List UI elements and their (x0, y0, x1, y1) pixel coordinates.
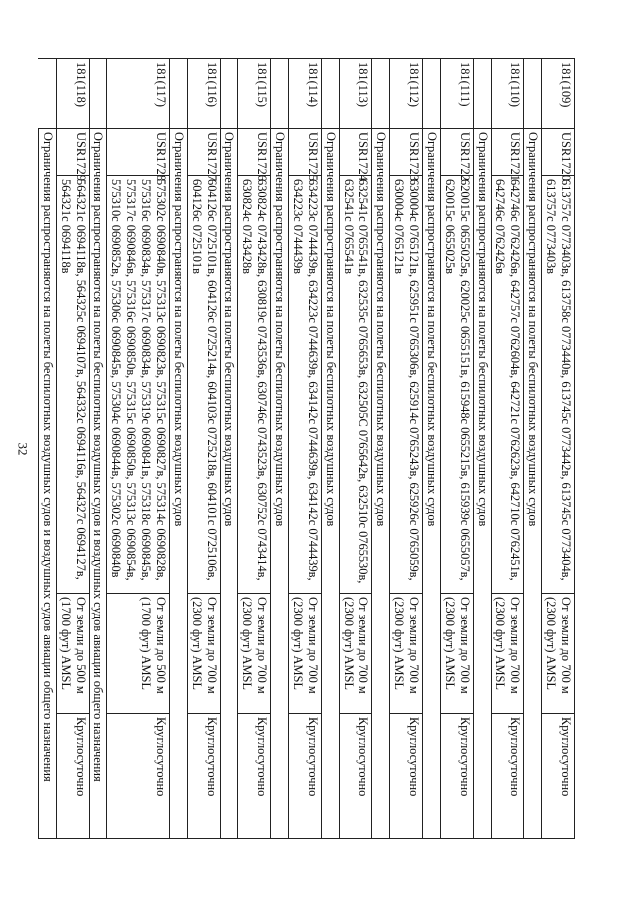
table-row (56, 59, 89, 839)
altitude-cell: От земли до 500 м (1700 фут) AMSL (107, 594, 170, 714)
restriction-spacer (524, 59, 542, 129)
operating-time-cell: Круглосуточно (441, 714, 474, 839)
coordinates-cell: 613757с 0773403в, 613758с 0773440в, 613745с 0773442в, 613745с 0773404в, 613757с 0773403в (542, 176, 575, 594)
restriction-note: Ограничения распространяются на полеты беспилотных воздушных судов (321, 129, 339, 839)
zone-code-cell: USR1723 (390, 129, 423, 176)
operating-time-cell: Круглосуточно (56, 714, 89, 839)
coordinates-cell: 630824с 0743428в, 630819с 0743536в, 630746с 0743523в, 630752с 0743414в, 630824с 0743428в (238, 176, 271, 594)
zone-code-cell: USR1729 (56, 129, 89, 176)
restriction-spacer (39, 59, 57, 129)
coordinates-cell: 604126с 0725101в, 604126с 0725214в, 604103с 0725218в, 604101с 0725106в, 604126с 0725101в (187, 176, 220, 594)
zone-number-cell: 181(113) (339, 59, 372, 129)
rotated-page (40, 58, 575, 838)
restriction-row (39, 59, 57, 839)
table-row (491, 59, 524, 839)
zone-number-cell: 181(117) (107, 59, 170, 129)
table-row (390, 59, 423, 839)
zone-code-cell: USR1724 (339, 129, 372, 176)
zone-number-cell: 181(110) (491, 59, 524, 129)
altitude-cell: От земли до 700 м (2300 фут) AMSL (390, 594, 423, 714)
coordinates-cell: 630004с 0765121в, 625951с 0765306в, 625914с 0765243в, 625926с 0765059в, 630004с 0765121в (390, 176, 423, 594)
restriction-row (170, 59, 188, 839)
restriction-note: Ограничения распространяются на полеты беспилотных воздушных судов (220, 129, 238, 839)
table-body (39, 59, 575, 839)
zone-code-cell: USR1725 (289, 129, 322, 176)
restriction-spacer (170, 59, 188, 129)
zone-code-cell: USR1721 (491, 129, 524, 176)
restriction-row (271, 59, 289, 839)
coordinates-cell: 620015с 0655025в, 620025с 0655151в, 615948с 0655215в, 615939с 0655057в, 620015с 0655025в (441, 176, 474, 594)
restriction-spacer (271, 59, 289, 129)
table-row (542, 59, 575, 839)
altitude-cell: От земли до 700 м (2300 фут) AMSL (491, 594, 524, 714)
operating-time-cell: Круглосуточно (289, 714, 322, 839)
zone-code-cell: USR1722 (441, 129, 474, 176)
restriction-note: Ограничения распространяются на полеты беспилотных воздушных судов (170, 129, 188, 839)
zone-number-cell: 181(114) (289, 59, 322, 129)
zone-code-cell: USR1726 (238, 129, 271, 176)
restriction-spacer (473, 59, 491, 129)
table-row (441, 59, 474, 839)
zone-code-cell: USR1727 (187, 129, 220, 176)
zone-code-cell: USR1720 (542, 129, 575, 176)
altitude-cell: От земли до 700 м (2300 фут) AMSL (289, 594, 322, 714)
operating-time-cell: Круглосуточно (187, 714, 220, 839)
restriction-note: Ограничения распространяются на полеты беспилотных воздушных судов (524, 129, 542, 839)
restriction-note: Ограничения распространяются на полеты беспилотных воздушных судов и воздушных судов авиации общего назначения (39, 129, 57, 839)
restriction-note: Ограничения распространяются на полеты беспилотных воздушных судов (423, 129, 441, 839)
altitude-cell: От земли до 700 м (2300 фут) AMSL (238, 594, 271, 714)
restriction-row (524, 59, 542, 839)
restriction-spacer (220, 59, 238, 129)
restriction-note: Ограничения распространяются на полеты беспилотных воздушных судов (372, 129, 390, 839)
table-row (339, 59, 372, 839)
altitude-cell: От земли до 700 м (2300 фут) AMSL (187, 594, 220, 714)
zone-number-cell: 181(118) (56, 59, 89, 129)
restriction-row (423, 59, 441, 839)
restriction-row (321, 59, 339, 839)
altitude-cell: От земли до 700 м (2300 фут) AMSL (339, 594, 372, 714)
restriction-spacer (89, 59, 107, 129)
zone-number-cell: 181(109) (542, 59, 575, 129)
zone-number-cell: 181(115) (238, 59, 271, 129)
altitude-cell: От земли до 700 м (2300 фут) AMSL (441, 594, 474, 714)
zone-number-cell: 181(112) (390, 59, 423, 129)
restriction-spacer (372, 59, 390, 129)
restriction-row (89, 59, 107, 839)
coordinates-cell: 634223с 0744439в, 634223с 0744639в, 634142с 0744639в, 634142с 0744439в, 634223с 0744439в (289, 176, 322, 594)
coordinates-cell: 642746с 0762426в, 642757с 0762604в, 642721с 0762623в, 642710с 0762451в, 642746с 0762426в (491, 176, 524, 594)
table-row (107, 59, 170, 839)
restriction-row (372, 59, 390, 839)
zone-code-cell: USR1728 (107, 129, 170, 176)
coordinates-cell: 564321с 0694118в, 564325с 0694107в, 564332с 0694116в, 564327с 0694127в, 564321с 0694118в (56, 176, 89, 594)
restriction-note: Ограничения распространяются на полеты беспилотных воздушных судов (271, 129, 289, 839)
airspace-restrictions-table (38, 58, 575, 839)
restriction-note: Ограничения распространяются на полеты беспилотных воздушных судов и воздушных судов авиации общего назначения (89, 129, 107, 839)
operating-time-cell: Круглосуточно (339, 714, 372, 839)
altitude-cell: От земли до 500 м (1700 фут) AMSL (56, 594, 89, 714)
table-row (289, 59, 322, 839)
coordinates-cell: 575302с 0690840в, 575313с 0690823в, 575315с 0690827в, 575314с 0690828в, 575316с 0690834в, 575317с 0690834в, 575319с 0690841в, 575318с 0690845в, 575317с 0690846в, 575316с 0690850в, 575315с 0690850в, 575313с 0690854в, 575310с 0690852в, 575306с 0690845в, 575304с 0690844в, 575302с 0690840в (107, 176, 170, 594)
operating-time-cell: Круглосуточно (542, 714, 575, 839)
coordinates-cell: 632541с 0765541в, 632535с 0765653в, 632505С 0765642в, 632510с 0765530в, 632541с 0765541в (339, 176, 372, 594)
table-row (238, 59, 271, 839)
restriction-spacer (423, 59, 441, 129)
operating-time-cell: Круглосуточно (107, 714, 170, 839)
zone-number-cell: 181(111) (441, 59, 474, 129)
operating-time-cell: Круглосуточно (238, 714, 271, 839)
operating-time-cell: Круглосуточно (491, 714, 524, 839)
restriction-note: Ограничения распространяются на полеты беспилотных воздушных судов (473, 129, 491, 839)
altitude-cell: От земли до 700 м (2300 фут) AMSL (542, 594, 575, 714)
table-row (187, 59, 220, 839)
restriction-row (473, 59, 491, 839)
restriction-row (220, 59, 238, 839)
operating-time-cell: Круглосуточно (390, 714, 423, 839)
restriction-spacer (321, 59, 339, 129)
zone-number-cell: 181(116) (187, 59, 220, 129)
page-number: 32 (15, 442, 31, 456)
